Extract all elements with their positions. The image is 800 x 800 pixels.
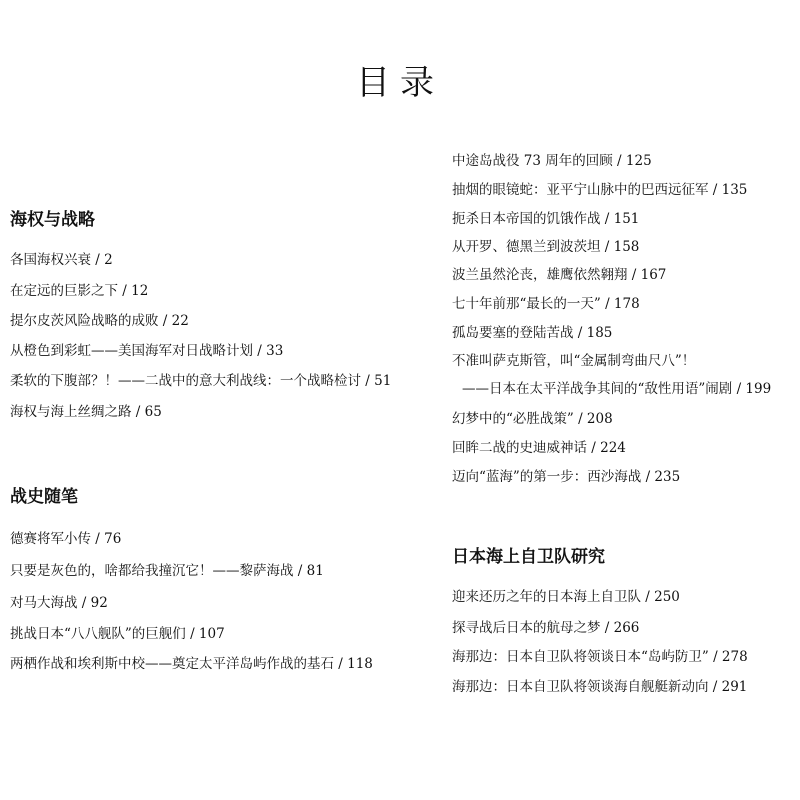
toc-entry: 回眸二战的史迪威神话 / 224 xyxy=(452,440,626,456)
toc-entry-continuation: ——日本在太平洋战争其间的“敌性用语”闹剧 / 199 xyxy=(462,381,772,397)
toc-entry: 波兰虽然沦丧，雄鹰依然翱翔 / 167 xyxy=(452,267,667,283)
toc-entry: 海那边：日本自卫队将领谈日本“岛屿防卫” / 278 xyxy=(452,649,748,665)
toc-entry: 在定远的巨影之下 / 12 xyxy=(10,283,149,299)
toc-entry: 孤岛要塞的登陆苦战 / 185 xyxy=(452,325,613,341)
toc-entry: 扼杀日本帝国的饥饿作战 / 151 xyxy=(452,211,640,227)
toc-entry: 海权与海上丝绸之路 / 65 xyxy=(10,404,162,420)
toc-entry: 提尔皮茨风险战略的成败 / 22 xyxy=(10,313,189,329)
toc-entry: 迈向“蓝海”的第一步：西沙海战 / 235 xyxy=(452,469,681,485)
toc-entry: 七十年前那“最长的一天” / 178 xyxy=(452,296,640,312)
section-heading-sea-power: 海权与战略 xyxy=(10,210,95,230)
toc-entry: 抽烟的眼镜蛇：亚平宁山脉中的巴西远征军 / 135 xyxy=(452,182,748,198)
toc-entry: 柔软的下腹部？！——二战中的意大利战线：一个战略检讨 / 51 xyxy=(10,373,392,389)
toc-entry: 中途岛战役 73 周年的回顾 / 125 xyxy=(452,153,652,169)
toc-entry: 挑战日本“八八舰队”的巨舰们 / 107 xyxy=(10,626,225,642)
page-title: 目录 xyxy=(356,63,444,103)
toc-entry: 对马大海战 / 92 xyxy=(10,595,108,611)
toc-entry: 幻梦中的“必胜战策” / 208 xyxy=(452,411,613,427)
section-heading-war-history: 战史随笔 xyxy=(10,487,78,507)
toc-entry: 只要是灰色的，啥都给我撞沉它！——黎萨海战 / 81 xyxy=(10,563,324,579)
toc-entry: 探寻战后日本的航母之梦 / 266 xyxy=(452,620,640,636)
toc-entry: 各国海权兴衰 / 2 xyxy=(10,252,113,268)
toc-entry: 从橙色到彩虹——美国海军对日战略计划 / 33 xyxy=(10,343,284,359)
toc-entry: 德赛将军小传 / 76 xyxy=(10,531,122,547)
toc-entry: 迎来还历之年的日本海上自卫队 / 250 xyxy=(452,589,680,605)
toc-entry: 从开罗、德黑兰到波茨坦 / 158 xyxy=(452,239,640,255)
toc-entry: 海那边：日本自卫队将领谈海自舰艇新动向 / 291 xyxy=(452,679,748,695)
toc-entry: 两栖作战和埃利斯中校——奠定太平洋岛屿作战的基石 / 118 xyxy=(10,656,373,672)
section-heading-jmsdf-research: 日本海上自卫队研究 xyxy=(452,547,605,567)
toc-entry: 不准叫萨克斯管，叫“金属制弯曲尺八”！ xyxy=(452,353,696,369)
